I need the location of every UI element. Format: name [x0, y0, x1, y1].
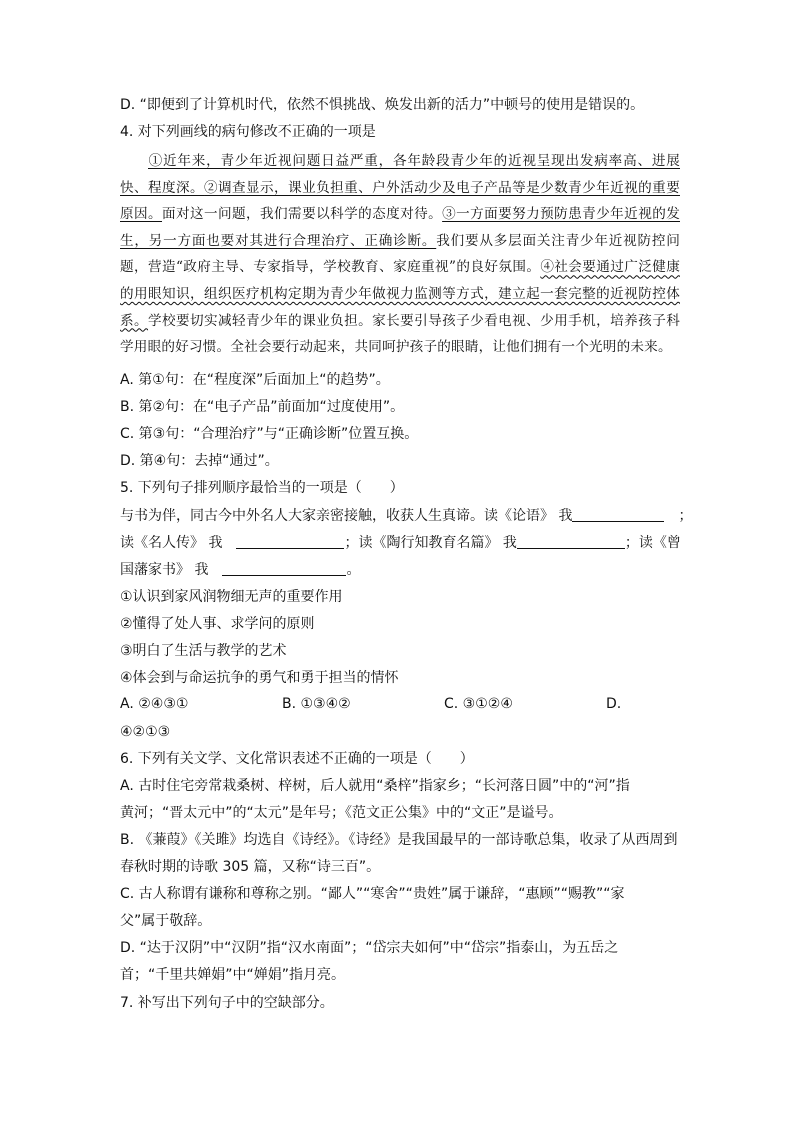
q5-blank-4[interactable] — [222, 560, 346, 576]
q6-option-d-line-1: D. “达于汉阴”中“汉阴”指“汉水南面”；“岱宗夫如何”中“岱宗”指泰山，为五岳之 — [120, 940, 619, 956]
q5-paragraph-line-3 — [120, 560, 680, 580]
q5-item-3: ③明白了生活与教学的艺术 — [120, 643, 287, 659]
q4-sentence-2: ②调查显示，课业负担重、户外活动少及电子产品等是少数青少年近视的重要原因。 — [120, 179, 680, 223]
q5-option-d-value: ④②①③ — [120, 724, 171, 740]
q6-option-a-line-1: A. 古时住宅旁常栽桑树、梓树，后人就用“桑梓”指家乡；“长河落日圆”中的“河”指 — [120, 778, 630, 794]
q3-option-d: D. “即便到了计算机时代，依然不惧挑战、焕发出新的活力”中顿号的使用是错误的。 — [120, 97, 645, 113]
q7-stem: 7. 补写出下列句子中的空缺部分。 — [120, 995, 334, 1011]
q5-blank-1[interactable] — [572, 506, 664, 522]
q4-text-3: 学校要切实减轻青少年的课业负担。家长要引导孩子少看电视、少用手机，培养孩子科学用眼的好习惯。全社会要行动起来，共同呵护孩子的眼睛，让他们拥有一个光明的未来。 — [120, 312, 680, 356]
q6-option-b-line-1: B. 《蒹葭》《关雎》均选自《诗经》。《诗经》是我国最早的一部诗歌总集，收录了从西周到 — [120, 832, 678, 848]
q5-options-row — [120, 696, 680, 716]
q5-option-c: C. ③①②④ — [444, 696, 513, 712]
q5-stem: 5. 下列句子排列顺序最恰当的一项是（ ） — [120, 480, 404, 496]
q6-stem: 6. 下列有关文学、文化常识表述不正确的一项是（ ） — [120, 751, 474, 767]
q5-text-3-end: 。 — [346, 562, 361, 578]
q6-option-a-line-2: 黄河；“晋太元中”的“太元”是年号；《范文正公集》中的“文正”是谥号。 — [120, 805, 563, 821]
q6-option-b-line-2: 春秋时期的诗歌 305 篇，又称“诗三百”。 — [120, 859, 381, 875]
q5-text-3a: 国藩家书》 我 — [120, 562, 209, 578]
q5-blank-3[interactable] — [517, 533, 625, 549]
q5-option-a: A. ②④③① — [120, 696, 189, 712]
q5-item-2: ②懂得了处人事、求学问的原则 — [120, 616, 315, 632]
q5-text-2b: ；读《陶行知教育名篇》 我 — [344, 535, 517, 551]
q5-item-4: ④体会到与命运抗争的勇气和勇于担当的情怀 — [120, 670, 399, 686]
q4-sentence-1: ①近年来，青少年近视问题日益严重，各年龄段青少年的近视呈现出发病率高、进展快、程度深。 — [120, 153, 680, 196]
q5-blank-2[interactable] — [236, 533, 344, 549]
q4-option-d: D. 第④句：去掉“通过”。 — [120, 453, 279, 469]
q4-option-c: C. 第③句：“合理治疗”与“正确诊断”位置互换。 — [120, 426, 419, 442]
q5-option-b: B. ①③④② — [282, 696, 351, 712]
q4-text-1: 面对这一问题，我们需要以科学的态度对待。 — [162, 206, 443, 223]
q5-text-2a: 读《名人传》 我 — [120, 535, 223, 551]
q5-text-2c: ；读《曾 — [624, 535, 681, 551]
q5-option-d: D. — [606, 696, 622, 712]
q5-text-1: 与书为伴，同古今中外名人大家亲密接触，收获人生真谛。读《论语》 我 — [120, 508, 573, 524]
q6-option-d-line-2: 首；“千里共婵娟”中“婵娟”指月亮。 — [120, 967, 346, 983]
q5-paragraph-line-1 — [120, 506, 693, 526]
q5-paragraph-line-2 — [120, 533, 680, 553]
q4-sentence-3: ③一方面要努力预防患青少年近视的发生，另一方面也要对其进行合理治疗、正确诊断。 — [120, 206, 680, 249]
q4-sentence-4: ④社会要通过广泛健康的用眼知识，组织医疗机构定期为青少年做视力监测等方式，建立起一套完整的近视防控体系。 — [120, 259, 680, 329]
q6-option-c-line-2: 父”属于敬辞。 — [120, 913, 212, 929]
q4-text-2: 我们要从多层面关注青少年近视防控问题，营造“政府主导、专家指导，学校教育、家庭重视”的良好氛围。 — [120, 232, 680, 276]
q5-item-1: ①认识到家风润物细无声的重要作用 — [120, 589, 343, 605]
q4-option-a: A. 第①句：在“程度深”后面加上“的趋势”。 — [120, 372, 390, 388]
q4-stem: 4. 对下列画线的病句修改不正确的一项是 — [120, 124, 376, 140]
q4-option-b: B. 第②句：在“电子产品”前面加“过度使用”。 — [120, 399, 405, 415]
q6-option-c-line-1: C. 古人称谓有谦称和尊称之别。“鄙人”“寒舍”“贵姓”属于谦辞，“惠顾”“赐教”“家 — [120, 886, 625, 902]
q5-text-1-end: ； — [678, 508, 693, 524]
q4-passage — [120, 148, 680, 361]
